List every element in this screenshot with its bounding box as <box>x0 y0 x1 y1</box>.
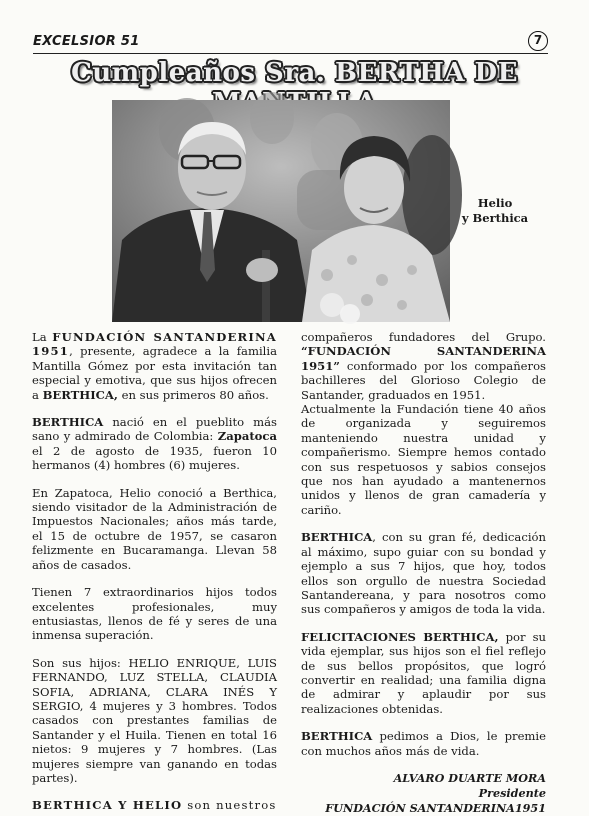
text-bold: BERTHICA <box>301 530 373 545</box>
paragraph: Actualmente la Fundación tiene 40 años de organizada y seguiremos manteniendo nuestra unidad y compañerismo. Siempre hemos contado con sus respetuosos y sabios consejos que nos han ayudado a mantenernos unidos y llenos de gran camadería y cariño. <box>301 402 546 517</box>
caption-line: y Berthica <box>461 211 529 225</box>
text-run: , presente, agradece a la familia Mantilla Gómez por esta invitación tan especial y emotiva, que sus hijos ofrecen a <box>32 344 277 402</box>
photo-caption <box>456 196 534 226</box>
text-run: son nuestros <box>182 798 277 813</box>
text-run: compañeros fundadores del Grupo. <box>301 330 546 344</box>
couple-photo-illustration <box>112 100 450 322</box>
text-bold: “FUNDACIÓN SANTANDERINA 1951” <box>301 344 546 373</box>
paragraph <box>32 798 277 812</box>
paragraph <box>301 729 546 758</box>
signature-org: FUNDACIÓN SANTANDERINA1951 <box>325 800 546 815</box>
text-run: en sus primeros 80 años. <box>117 387 269 402</box>
paragraph <box>301 630 546 716</box>
text-run: , con su gran fé, dedicación al máximo, supo guiar con su bondad y ejemplo a sus 7 hijos, que hoy, todos ellos son orgullo de nuestra Sociedad Santandereana, y para nosotros como sus compañeros y amigos de toda la vida. <box>301 530 546 617</box>
page-header <box>33 30 548 54</box>
text-bold: FELICITACIONES BERTHICA, <box>301 629 499 644</box>
signature-block <box>301 771 546 816</box>
signature-role: Presidente <box>478 785 546 800</box>
left-column <box>32 330 277 813</box>
paragraph: Tienen 7 extraordinarios hijos todos excelentes profesionales, muy entusiastas, llenos de fé y seres de una inmensa superación. <box>32 585 277 643</box>
text-bold: BERTHICA <box>32 415 104 430</box>
signature-name: ALVARO DUARTE MORA <box>393 770 546 785</box>
paragraph <box>32 330 277 402</box>
text-run: pedimos a Dios, le premie con muchos años más de vida. <box>301 729 546 758</box>
paragraph: Son sus hijos: HELIO ENRIQUE, LUIS FERNANDO, LUZ STELLA, CLAUDIA SOFIA, ADRIANA, CLARA INÉS Y SERGIO, 4 mujeres y 3 hombres. Todos casados con prestantes familias de Santander y el Huila. Tienen en total 16 nietos: 9 mujeres y 7 hombres. (Las mujeres siempre van ganando en todas partes). <box>32 655 277 785</box>
magazine-brand: EXCELSIOR 51 <box>33 34 140 49</box>
text-run: La <box>32 330 53 344</box>
text-bold: BERTHICA Y HELIO <box>32 798 183 813</box>
text-bold: FUNDACIÓN SANTANDERINA 1951 <box>32 330 277 359</box>
paragraph: En Zapatoca, Helio conoció a Berthica, siendo visitador de la Administración de Impuestos Nacionales; años más tarde, el 15 de octubre de 1957, se casaron felizmente en Bucaramanga. Llevan 58 años de casados. <box>32 485 277 572</box>
text-bold: Zapatoca <box>217 429 277 444</box>
paragraph <box>32 415 277 473</box>
paragraph <box>301 530 546 616</box>
couple-photo <box>112 100 450 322</box>
text-run: el 2 de agosto de 1935, fueron 10 hermanos (4) hombres (6) mujeres. <box>32 443 277 473</box>
caption-line: Helio <box>477 196 513 210</box>
text-run: conformado por los compañeros bachilleres del Glorioso Colegio de Santander, graduados en 1951. <box>301 358 546 402</box>
page-number-badge: 7 <box>528 31 548 51</box>
text-run: nació en el pueblito más sano y admirado de Colombia: <box>32 415 277 444</box>
right-column <box>301 330 546 816</box>
text-bold: BERTHICA, <box>42 387 118 402</box>
text-run: por su vida ejemplar, sus hijos son el fiel reflejo de sus bellos propósitos, que logró convertir en realidad; una familia digna de admirar y aplaudir por sus realizaciones obtenidas. <box>301 629 546 716</box>
paragraph <box>301 330 546 402</box>
page-title: Cumpleaños Sra. BERTHA DE <box>71 58 518 88</box>
text-bold: BERTHICA <box>301 729 373 744</box>
